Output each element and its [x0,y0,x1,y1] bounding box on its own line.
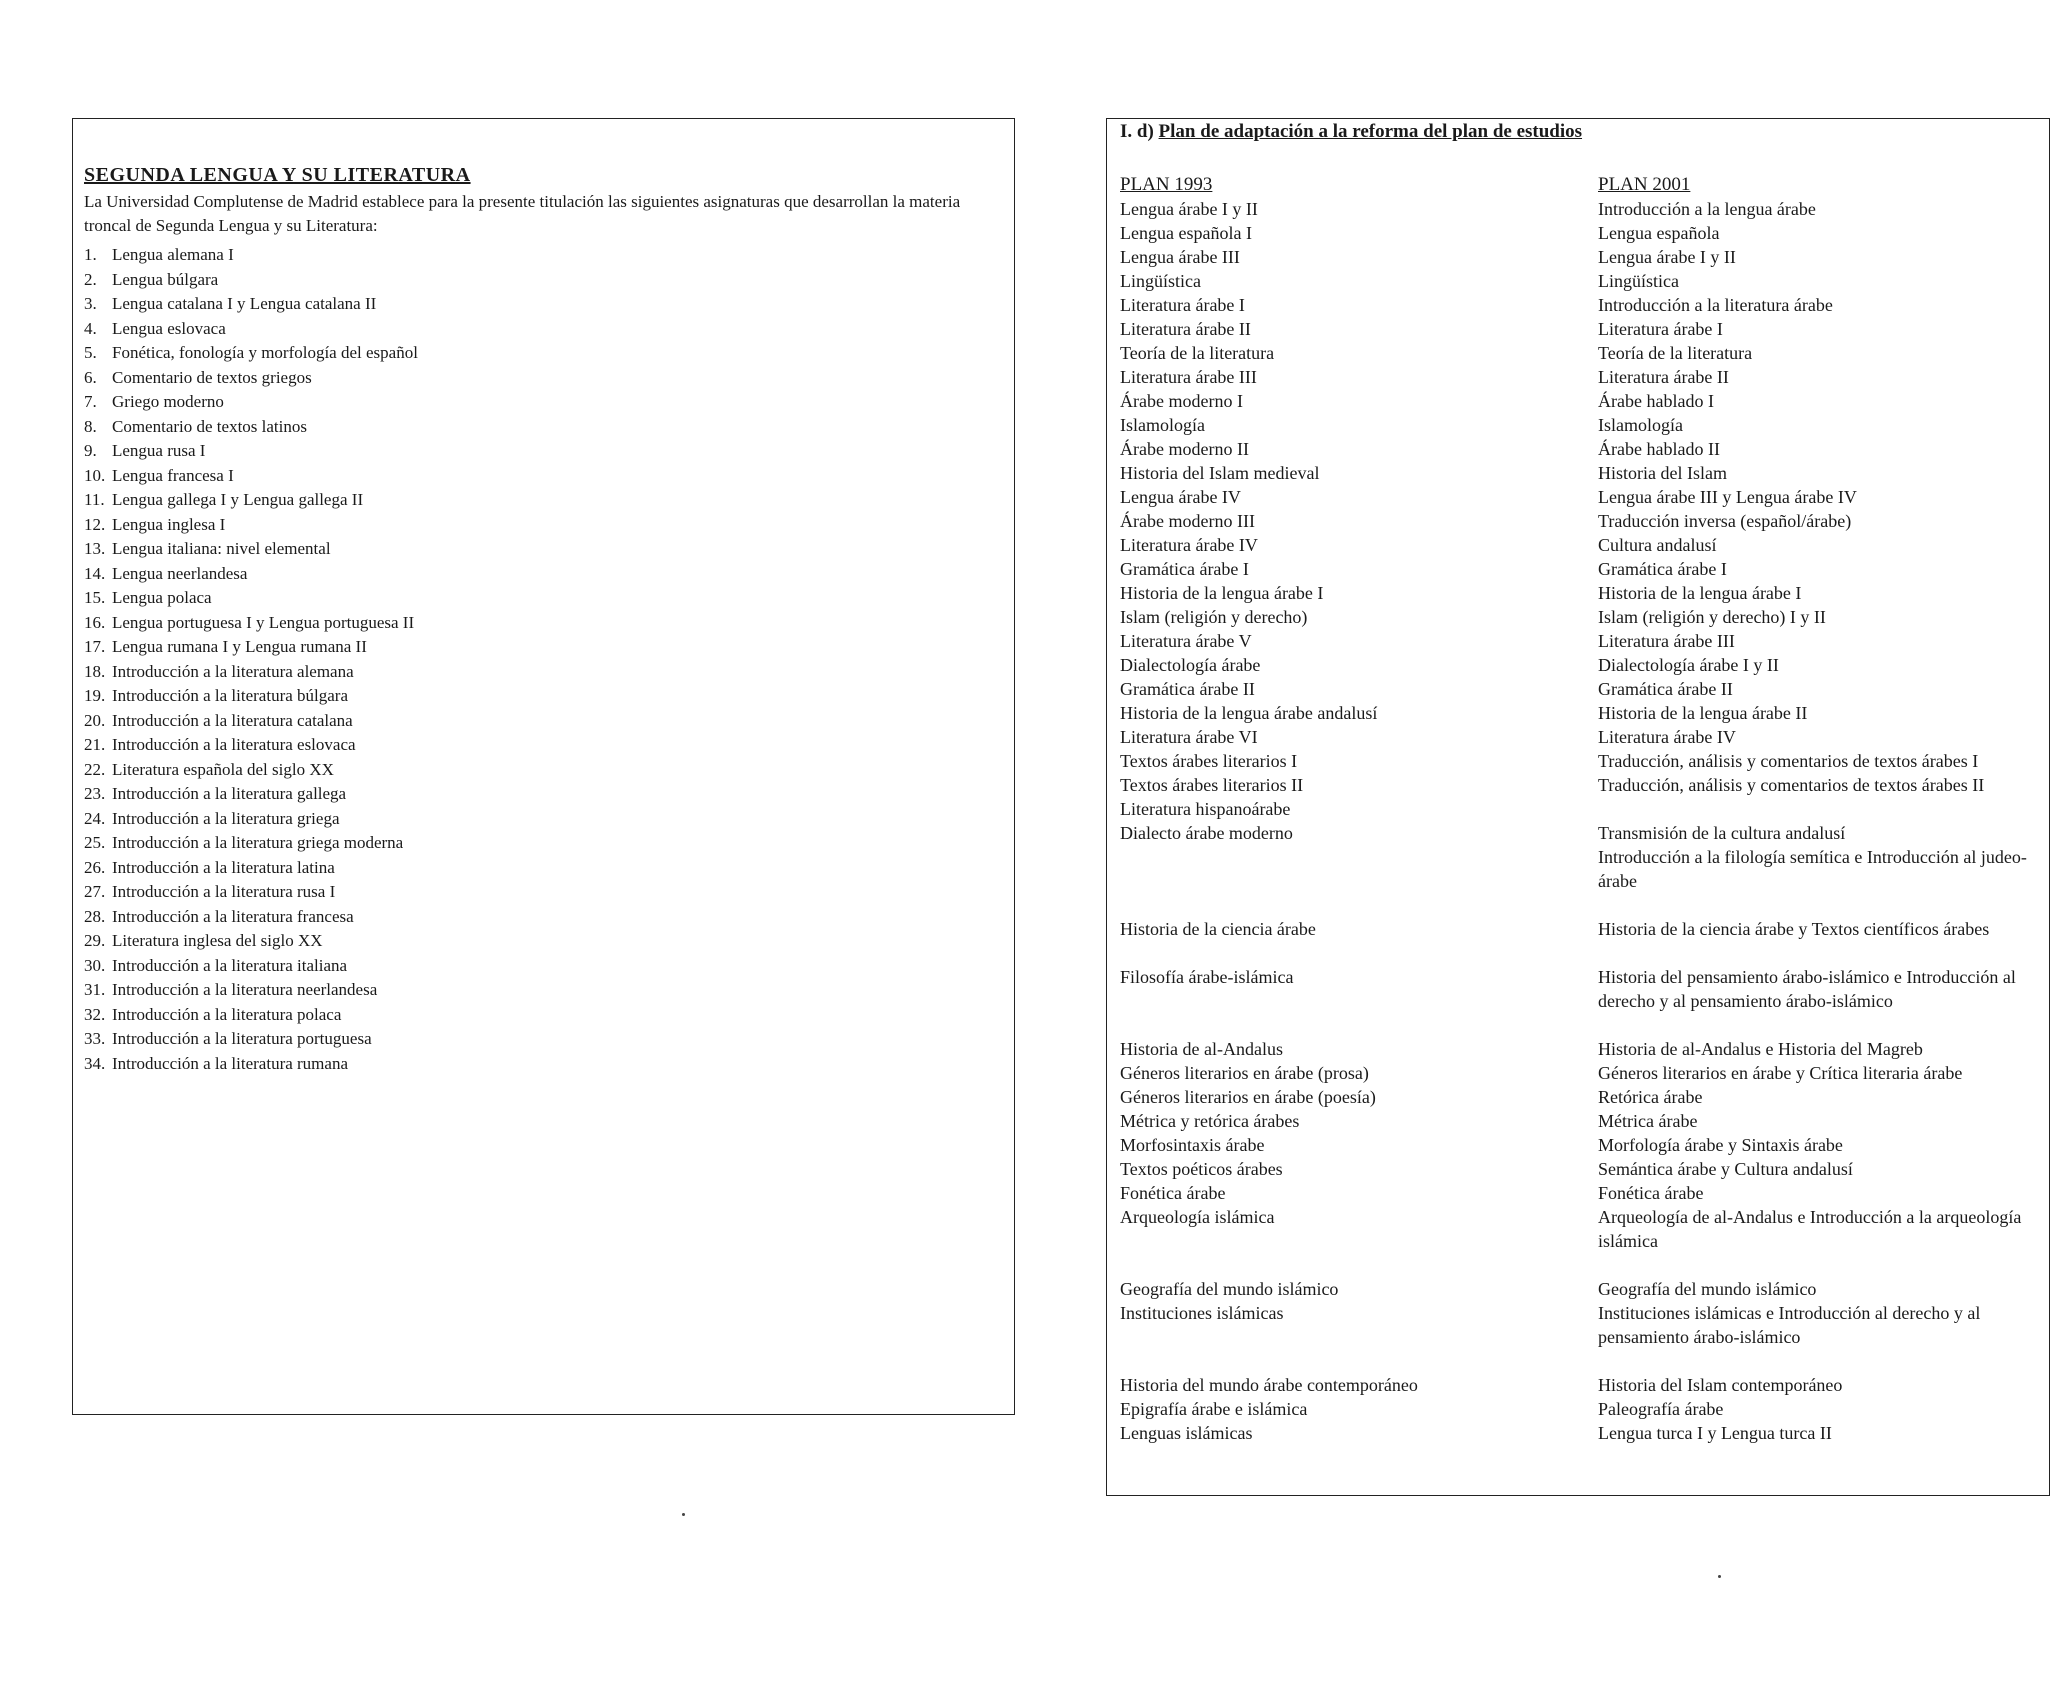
item-number: 3. [84,294,97,313]
plan-1993-cell: Historia del mundo árabe contemporáneo [1120,1375,1418,1395]
item-number: 12. [84,514,106,534]
item-number: 2. [84,269,97,289]
table-row [1120,1013,2038,1061]
item-number: 17. [84,637,106,656]
table-row [1120,269,2038,293]
plan-2001-cell: Historia del pensamiento árabo-islámico e Introducción al derecho y al pensamiento árabo-islámico [1598,967,2016,1011]
plan-2001-cell: Introducción a la lengua árabe [1598,199,1816,219]
table-row [1120,629,2038,653]
plan-2001-cell: Lengua española [1598,223,1720,243]
section-title: SEGUNDA LENGUA Y SU LITERATURA [84,164,471,186]
item-text: Introducción a la literatura gallega [112,784,347,803]
item-text: Introducción a la literatura alemana [112,661,354,681]
list-item [84,366,984,391]
table-row [1120,821,2038,845]
table-row [1120,677,2038,701]
item-number: 28. [84,906,106,926]
plan-2001-cell: Historia de la lengua árabe I [1598,583,1802,603]
plan-1993-cell: Textos árabes literarios II [1120,775,1304,795]
item-text: Lengua alemana I [112,245,234,264]
table-row [1120,437,2038,461]
item-text: Introducción a la literatura eslovaca [112,735,356,754]
item-text: Introducción a la literatura neerlandesa [112,980,378,999]
plan-2001-cell: Transmisión de la cultura andalusí [1598,823,1846,843]
list-item [84,488,984,513]
item-number: 22. [84,759,106,779]
plan-1993-cell: Lenguas islámicas [1120,1423,1253,1443]
item-number: 13. [84,539,106,558]
item-text: Lengua rusa I [112,441,206,460]
plan-heading [1120,121,1582,143]
plan-1993-cell: Literatura árabe V [1120,631,1252,651]
list-item [84,415,984,440]
item-text: Lengua italiana: nivel elemental [112,539,331,558]
plan-1993-cell: Lengua árabe III [1120,247,1240,267]
plan-2001-cell: Retórica árabe [1598,1087,1703,1107]
table-row [1120,725,2038,749]
item-text: Introducción a la literatura rumana [112,1053,348,1073]
plan-2001-cell: Islamología [1598,415,1683,435]
table-row [1120,1061,2038,1085]
table-row [1120,221,2038,245]
plan-1993-cell: Géneros literarios en árabe (poesía) [1120,1087,1376,1107]
item-text: Lengua gallega I y Lengua gallega II [112,490,364,509]
item-number: 24. [84,808,106,828]
item-number: 19. [84,686,106,705]
item-number: 25. [84,833,106,852]
list-item [84,807,984,832]
table-row [1120,797,2038,821]
item-number: 11. [84,490,105,509]
table-row [1120,461,2038,485]
table-row [1120,533,2038,557]
plan-2001-cell: Métrica árabe [1598,1111,1698,1131]
list-item [84,586,984,611]
plan-2001-cell: Traducción, análisis y comentarios de textos árabes II [1598,775,1985,795]
table-row [1120,509,2038,533]
plan-1993-cell: Instituciones islámicas [1120,1303,1284,1323]
plan-1993-cell: Historia de la lengua árabe andalusí [1120,703,1378,723]
plan-2001-cell: Géneros literarios en árabe y Crítica literaria árabe [1598,1063,1963,1083]
plan-2001-cell: Gramática árabe II [1598,679,1733,699]
item-text: Introducción a la literatura italiana [112,955,348,975]
table-row [1120,365,2038,389]
plan-2001-cell: Lengua árabe III y Lengua árabe IV [1598,487,1857,507]
plan-2001-cell: Islam (religión y derecho) I y II [1598,607,1826,627]
list-item [84,513,984,538]
item-text: Lengua polaca [112,588,212,607]
plan-1993-cell: Árabe moderno I [1120,391,1243,411]
list-item [84,390,984,415]
item-text: Introducción a la literatura latina [112,857,335,877]
item-text: Lengua inglesa I [112,514,226,534]
item-text: Comentario de textos latinos [112,416,307,436]
plan-2001-cell: Árabe hablado I [1598,391,1714,411]
table-row [1120,1349,2038,1397]
plan-2001-cell: Gramática árabe I [1598,559,1727,579]
item-number: 4. [84,318,97,338]
plan-2001-cell: Literatura árabe III [1598,631,1735,651]
item-text: Griego moderno [112,392,224,411]
plan-1993-cell: Filosofía árabe-islámica [1120,967,1294,987]
plan-1993-cell: Historia de la lengua árabe I [1120,583,1324,603]
list-item [84,292,984,317]
item-number: 20. [84,710,106,730]
list-item [84,317,984,342]
plan-1993-cell: Morfosintaxis árabe [1120,1135,1265,1155]
plan-1993-cell: Literatura árabe VI [1120,727,1258,747]
item-number: 26. [84,857,106,877]
table-row [1120,557,2038,581]
plan-2001-cell: Lengua turca I y Lengua turca II [1598,1423,1832,1443]
plan-1993-cell: Árabe moderno II [1120,439,1249,459]
plan-1993-cell: Gramática árabe I [1120,559,1249,579]
table-row [1120,485,2038,509]
plan-1993-cell: Lingüística [1120,271,1201,291]
item-number: 23. [84,784,106,803]
item-number: 16. [84,612,106,632]
plan-1993-cell: Literatura árabe II [1120,319,1251,339]
plan-1993-cell: Historia del Islam medieval [1120,463,1320,483]
table-row [1120,581,2038,605]
plan-2001-cell: Historia de la lengua árabe II [1598,703,1808,723]
list-item [84,1003,984,1028]
plan-2001-cell: Teoría de la literatura [1598,343,1753,363]
list-item [84,562,984,587]
plan-2001-cell: Traducción inversa (español/árabe) [1598,511,1852,531]
list-item [84,709,984,734]
table-row [1120,1421,2038,1445]
table-row [1120,1205,2038,1253]
item-text: Lengua neerlandesa [112,563,248,583]
item-number: 33. [84,1029,106,1048]
plan-2001-cell: Traducción, análisis y comentarios de textos árabes I [1598,751,1979,771]
list-item [84,905,984,930]
list-item [84,611,984,636]
table-row [1120,701,2038,725]
item-text: Introducción a la literatura portuguesa [112,1029,372,1048]
list-item [84,537,984,562]
item-text: Lengua búlgara [112,269,219,289]
item-number: 14. [84,563,106,583]
plan-2001-cell: Lengua árabe I y II [1598,247,1736,267]
plan-1993-cell: Historia de al-Andalus [1120,1039,1283,1059]
plan-1993-cell: Literatura árabe I [1120,295,1245,315]
item-number: 31. [84,980,106,999]
column-header-plan-2001: PLAN 2001 [1598,174,1691,195]
plan-1993-cell: Textos árabes literarios I [1120,751,1298,771]
plan-2001-cell: Introducción a la filología semítica e Introducción al judeo-árabe [1598,847,2027,891]
item-number: 21. [84,735,106,754]
list-item [84,439,984,464]
item-text: Introducción a la literatura griega moderna [112,833,404,852]
plan-2001-cell: Historia de la ciencia árabe y Textos científicos árabes [1598,919,1990,939]
item-number: 32. [84,1004,106,1024]
list-item [84,929,984,954]
item-number: 9. [84,441,97,460]
table-row [1120,749,2038,773]
plan-2001-cell: Arqueología de al-Andalus e Introducción a la arqueología islámica [1598,1207,2022,1251]
plan-2001-cell: Introducción a la literatura árabe [1598,295,1833,315]
subject-list [84,243,984,1076]
plan-2001-cell: Fonética árabe [1598,1183,1704,1203]
item-number: 6. [84,367,97,387]
list-item [84,978,984,1003]
intro-paragraph: La Universidad Complutense de Madrid establece para la presente titulación las siguientes asignaturas que desarrollan la materia troncal de Segunda Lengua y su Literatura: [84,192,961,235]
plan-1993-cell: Teoría de la literatura [1120,343,1275,363]
item-text: Literatura inglesa del siglo XX [112,931,323,950]
plan-2001-cell: Literatura árabe II [1598,367,1729,387]
list-item [84,856,984,881]
table-row [1120,893,2038,941]
plan-2001-cell: Morfología árabe y Sintaxis árabe [1598,1135,1843,1155]
table-row [1120,197,2038,221]
item-number: 10. [84,465,106,485]
plan-1993-cell: Géneros literarios en árabe (prosa) [1120,1063,1369,1083]
list-item [84,464,984,489]
plan-2001-cell: Instituciones islámicas e Introducción al derecho y al pensamiento árabo-islámico [1598,1303,1981,1347]
plan-2001-cell: Dialectología árabe I y II [1598,655,1779,675]
plan-1993-cell [1120,845,1598,893]
plan-2001-cell: Historia de al-Andalus e Historia del Magreb [1598,1039,1923,1059]
item-text: Fonética, fonología y morfología del español [112,343,418,362]
plan-1993-cell: Lengua árabe I y II [1120,199,1258,219]
table-row [1120,653,2038,677]
item-text: Lengua catalana I y Lengua catalana II [112,294,377,313]
plan-1993-cell: Literatura árabe III [1120,367,1257,387]
plan-1993-cell: Fonética árabe [1120,1183,1226,1203]
plan-2001-cell [1598,797,2038,821]
table-row [1120,413,2038,437]
plan-2001-cell: Literatura árabe IV [1598,727,1736,747]
list-item [84,1052,984,1077]
plan-1993-cell: Árabe moderno III [1120,511,1255,531]
list-item [84,635,984,660]
table-row [1120,845,2038,893]
item-number: 27. [84,882,106,901]
table-row [1120,1109,2038,1133]
plan-2001-cell: Geografía del mundo islámico [1598,1279,1817,1299]
plan-1993-cell: Islamología [1120,415,1205,435]
plan-1993-cell: Islam (religión y derecho) [1120,607,1308,627]
item-number: 5. [84,343,97,362]
plan-2001-cell: Semántica árabe y Cultura andalusí [1598,1159,1853,1179]
plan-1993-cell: Arqueología islámica [1120,1207,1275,1227]
table-row [1120,773,2038,797]
table-row [1120,605,2038,629]
plan-equivalence-table [1120,197,2038,1445]
item-number: 30. [84,955,106,975]
heading-title: Plan de adaptación a la reforma del plan de estudios [1158,121,1583,142]
plan-1993-cell: Dialecto árabe moderno [1120,823,1293,843]
plan-1993-cell: Historia de la ciencia árabe [1120,919,1316,939]
plan-1993-cell: Literatura hispanoárabe [1120,799,1291,819]
table-row [1120,1253,2038,1301]
plan-1993-cell: Geografía del mundo islámico [1120,1279,1339,1299]
item-number: 18. [84,661,106,681]
plan-1993-cell: Gramática árabe II [1120,679,1255,699]
item-number: 1. [84,245,97,264]
list-item [84,684,984,709]
list-item [84,782,984,807]
plan-1993-cell: Literatura árabe IV [1120,535,1258,555]
table-row [1120,293,2038,317]
item-number: 8. [84,416,97,436]
table-row [1120,317,2038,341]
item-text: Literatura española del siglo XX [112,759,334,779]
list-item [84,660,984,685]
list-item [84,758,984,783]
item-number: 7. [84,392,97,411]
plan-2001-cell: Cultura andalusí [1598,535,1717,555]
item-text: Lengua rumana I y Lengua rumana II [112,637,367,656]
plan-1993-cell: Dialectología árabe [1120,655,1261,675]
item-text: Introducción a la literatura polaca [112,1004,342,1024]
list-item [84,243,984,268]
table-row [1120,1157,2038,1181]
table-row [1120,1181,2038,1205]
item-text: Lengua portuguesa I y Lengua portuguesa II [112,612,415,632]
item-text: Introducción a la literatura búlgara [112,686,348,705]
table-row [1120,245,2038,269]
list-item [84,268,984,293]
plan-1993-cell: Epigrafía árabe e islámica [1120,1399,1308,1419]
item-text: Comentario de textos griegos [112,367,312,387]
heading-prefix: I. d) [1120,121,1154,142]
plan-2001-cell: Paleografía árabe [1598,1399,1724,1419]
plan-1993-cell: Lengua española I [1120,223,1252,243]
item-text: Lengua eslovaca [112,318,226,338]
item-number: 29. [84,931,106,950]
table-row [1120,1301,2038,1349]
plan-1993-cell: Lengua árabe IV [1120,487,1241,507]
plan-1993-cell: Textos poéticos árabes [1120,1159,1283,1179]
item-text: Introducción a la literatura griega [112,808,340,828]
list-item [84,954,984,979]
table-row [1120,389,2038,413]
table-row [1120,1397,2038,1421]
list-item [84,880,984,905]
list-item [84,831,984,856]
list-item [84,1027,984,1052]
list-item [84,341,984,366]
item-number: 34. [84,1053,106,1073]
item-text: Lengua francesa I [112,465,234,485]
scan-speck [1718,1575,1721,1578]
table-row [1120,341,2038,365]
item-text: Introducción a la literatura francesa [112,906,354,926]
plan-2001-cell: Historia del Islam [1598,463,1727,483]
plan-2001-cell: Literatura árabe I [1598,319,1723,339]
table-row [1120,941,2038,1013]
item-text: Introducción a la literatura rusa I [112,882,336,901]
table-row [1120,1085,2038,1109]
table-row [1120,1133,2038,1157]
plan-1993-cell: Métrica y retórica árabes [1120,1111,1300,1131]
column-header-plan-1993: PLAN 1993 [1120,174,1213,195]
plan-2001-cell: Lingüística [1598,271,1679,291]
list-item [84,733,984,758]
item-text: Introducción a la literatura catalana [112,710,353,730]
scan-speck [682,1513,685,1516]
plan-2001-cell: Árabe hablado II [1598,439,1720,459]
item-number: 15. [84,588,106,607]
plan-2001-cell: Historia del Islam contemporáneo [1598,1375,1843,1395]
